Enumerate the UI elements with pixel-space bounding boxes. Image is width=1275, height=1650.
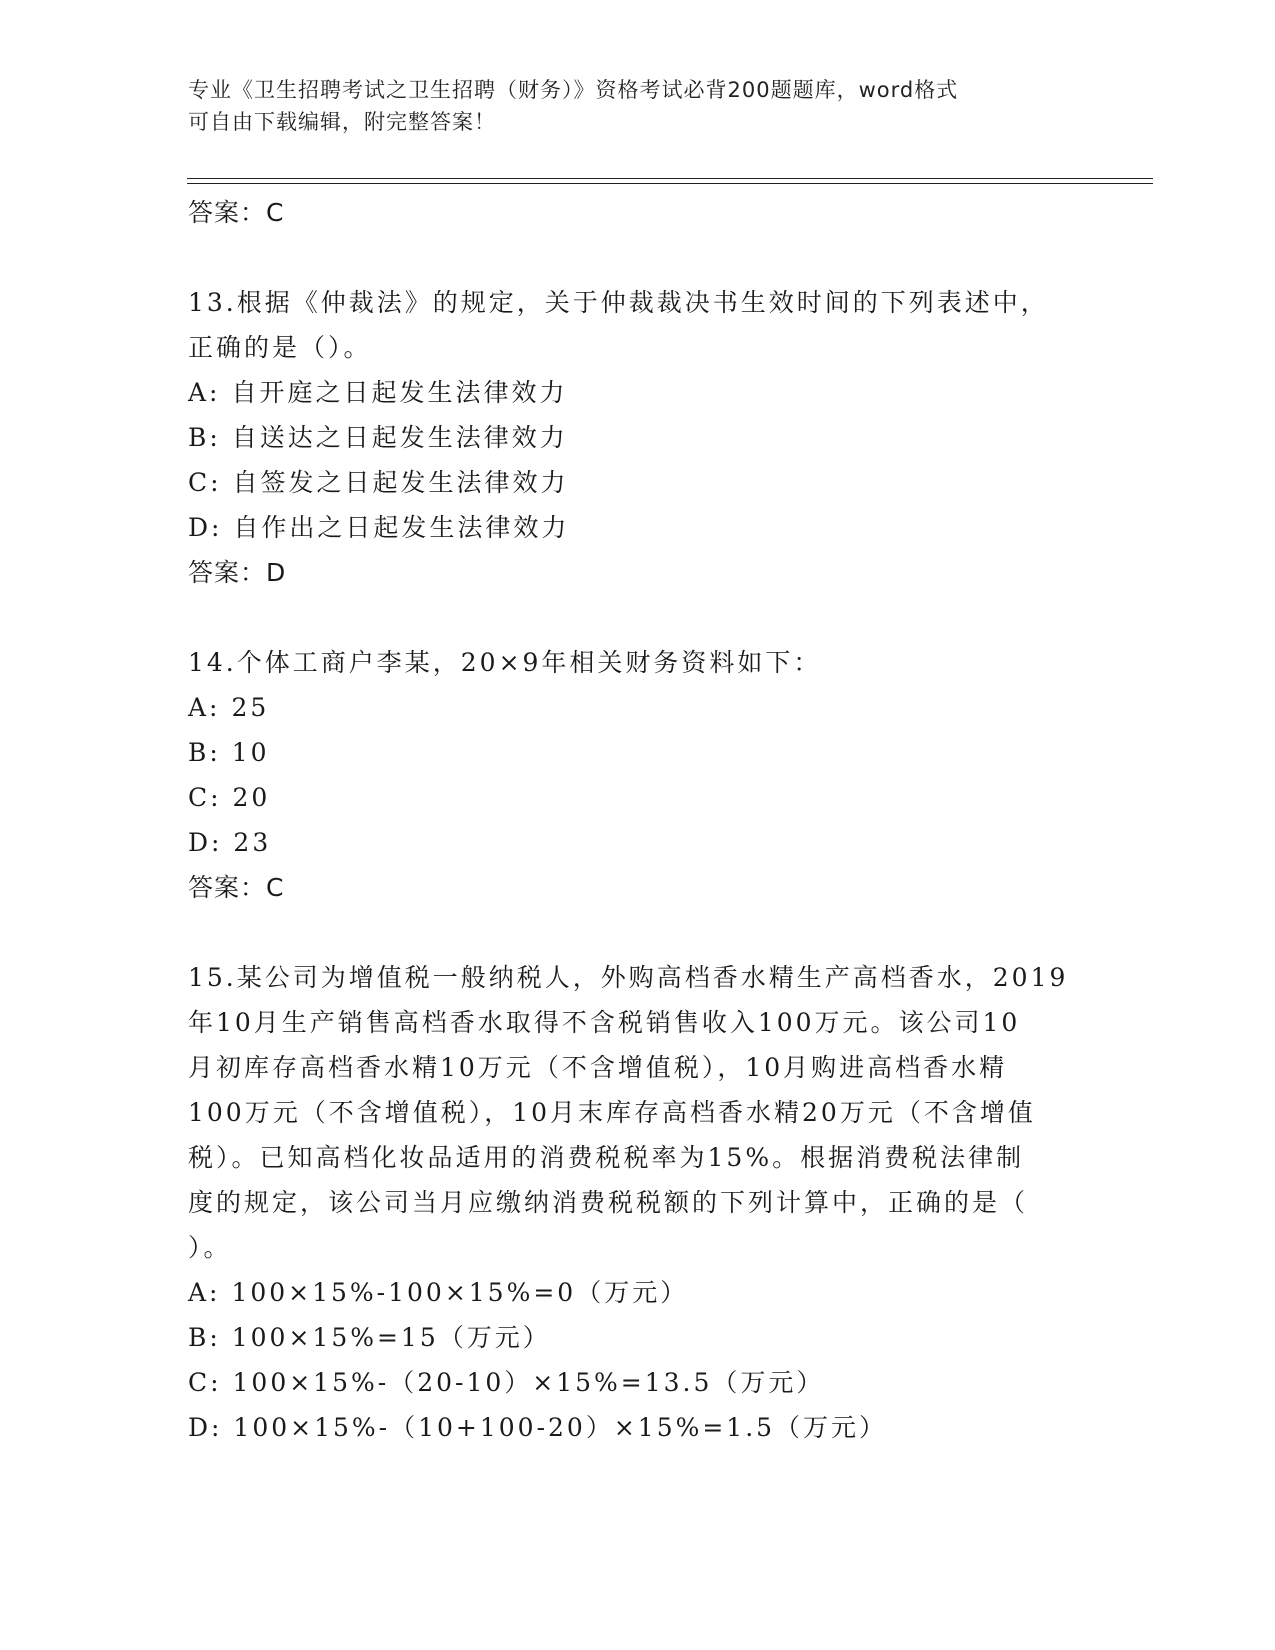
option-b [188,1315,1088,1360]
question-text-line: 14.个体工商户李某，20×9年相关财务资料如下： [188,648,822,677]
answer-line: 答案：C [188,873,285,902]
option-c [188,775,1088,820]
header-line-1: 专业《卫生招聘考试之卫生招聘（财务）》资格考试必背200题题库，word格式 [188,78,959,102]
question-text-line: 度的规定，该公司当月应缴纳消费税税额的下列计算中，正确的是（ [188,1188,1029,1217]
option-key: B: [188,738,221,767]
option-key: B: [188,423,221,452]
option-c [188,1360,1088,1405]
option-text: 自送达之日起发生法律效力 [231,423,568,452]
question-text-line: ）。 [188,1233,232,1262]
content-area [188,190,1088,1450]
option-key: D: [188,513,223,542]
spacer [188,910,1088,955]
answer-line: 答案：C [188,198,285,227]
option-c [188,460,1088,505]
option-d [188,820,1088,865]
option-key: B: [188,1323,221,1352]
option-key: C: [188,1368,222,1397]
header-rule-bottom [187,183,1153,184]
option-text: 10 [231,738,270,767]
option-a [188,1270,1088,1315]
option-key: A: [188,693,221,722]
option-key: A: [188,1278,221,1307]
page-header [188,74,1088,138]
option-d [188,1405,1088,1450]
question-text-line: 税）。已知高档化妆品适用的消费税税率为15%。根据消费税法律制 [188,1143,1025,1172]
question-block [188,280,1088,595]
option-d [188,505,1088,550]
question-text-line: 13.根据《仲裁法》的规定，关于仲裁裁决书生效时间的下列表述中， [188,288,1049,317]
header-rule-top [187,178,1153,179]
question-block [188,640,1088,910]
option-key: C: [188,468,222,497]
option-key: D: [188,1413,223,1442]
option-text: 100×15%=15（万元） [231,1323,551,1352]
option-b [188,730,1088,775]
question-text-line: 100万元（不含增值税），10月末库存高档香水精20万元（不含增值 [188,1098,1036,1127]
option-b [188,415,1088,460]
option-text: 20 [232,783,271,812]
question-text-line: 正确的是（）。 [188,333,372,362]
option-text: 自开庭之日起发生法律效力 [231,378,568,407]
option-text: 100×15%-100×15%=0（万元） [231,1278,689,1307]
header-line-2: 可自由下载编辑，附完整答案！ [188,110,496,134]
option-text: 100×15%-（10+100-20）×15%=1.5（万元） [233,1413,888,1442]
option-text: 自签发之日起发生法律效力 [232,468,569,497]
option-text: 自作出之日起发生法律效力 [233,513,570,542]
option-key: C: [188,783,222,812]
option-text: 25 [231,693,270,722]
option-key: D: [188,828,223,857]
option-a [188,370,1088,415]
question-text-line: 年10月生产销售高档香水取得不含税销售收入100万元。该公司10 [188,1008,1021,1037]
question-block [188,955,1088,1450]
option-a [188,685,1088,730]
spacer [188,595,1088,640]
answer-line: 答案：D [188,558,287,587]
option-text: 100×15%-（20-10）×15%=13.5（万元） [232,1368,825,1397]
option-text: 23 [233,828,272,857]
question-text-line: 15.某公司为增值税一般纳税人，外购高档香水精生产高档香水，2019 [188,963,1069,992]
option-key: A: [188,378,221,407]
question-text-line: 月初库存高档香水精10万元（不含增值税），10月购进高档香水精 [188,1053,1008,1082]
spacer [188,235,1088,280]
